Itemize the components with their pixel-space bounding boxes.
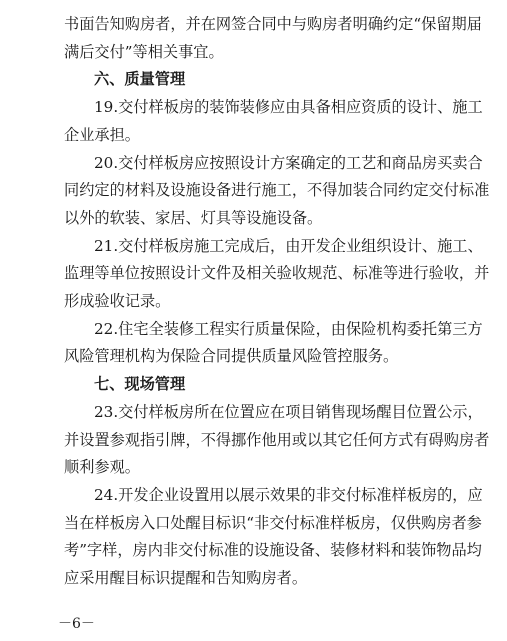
text-line: 顺利参观。: [64, 458, 140, 476]
text-line: 当在样板房入口处醒目标识“非交付标准样板房，仅供购房者参: [64, 514, 482, 532]
text-line: 企业承担。: [64, 126, 140, 144]
section-heading-quality: 六、质量管理: [94, 70, 186, 88]
text-line: 20.交付样板房应按照设计方案确定的工艺和商品房买卖合: [94, 154, 483, 172]
text-line: 以外的软装、家居、灯具等设施设备。: [64, 209, 323, 227]
text-line: 19.交付样板房的装饰装修应由具备相应资质的设计、施工: [94, 98, 483, 116]
text-line: 23.交付样板房所在位置应在项目销售现场醒目位置公示，: [94, 403, 483, 421]
section-heading-site: 七、现场管理: [94, 375, 186, 393]
text-line: 形成验收记录。: [64, 292, 171, 310]
text-line: 22.住宅全装修工程实行质量保险，由保险机构委托第三方: [94, 320, 483, 338]
page-number: －6－: [58, 616, 95, 632]
text-line: 书面告知购房者，并在网签合同中与购房者明确约定“保留期届: [64, 15, 482, 33]
text-line: 应采用醒目标识提醒和告知购房者。: [64, 569, 307, 587]
text-line: 同约定的材料及设施设备进行施工，不得加装合同约定交付标准: [64, 181, 490, 199]
text-line: 21.交付样板房施工完成后，由开发企业组织设计、施工、: [94, 237, 483, 255]
text-line: 满后交付”等相关事宜。: [64, 43, 224, 61]
text-line: 24.开发企业设置用以展示效果的非交付标准样板房的，应: [94, 486, 483, 504]
text-line: 考”字样，房内非交付标准的设施设备、装修材料和装饰物品均: [64, 541, 482, 559]
text-line: 风险管理机构为保险合同提供质量风险管控服务。: [64, 347, 399, 365]
text-line: 监理等单位按照设计文件及相关验收规范、标准等进行验收，并: [64, 264, 490, 282]
text-line: 并设置参观指引牌，不得挪作他用或以其它任何方式有碍购房者: [64, 431, 490, 449]
